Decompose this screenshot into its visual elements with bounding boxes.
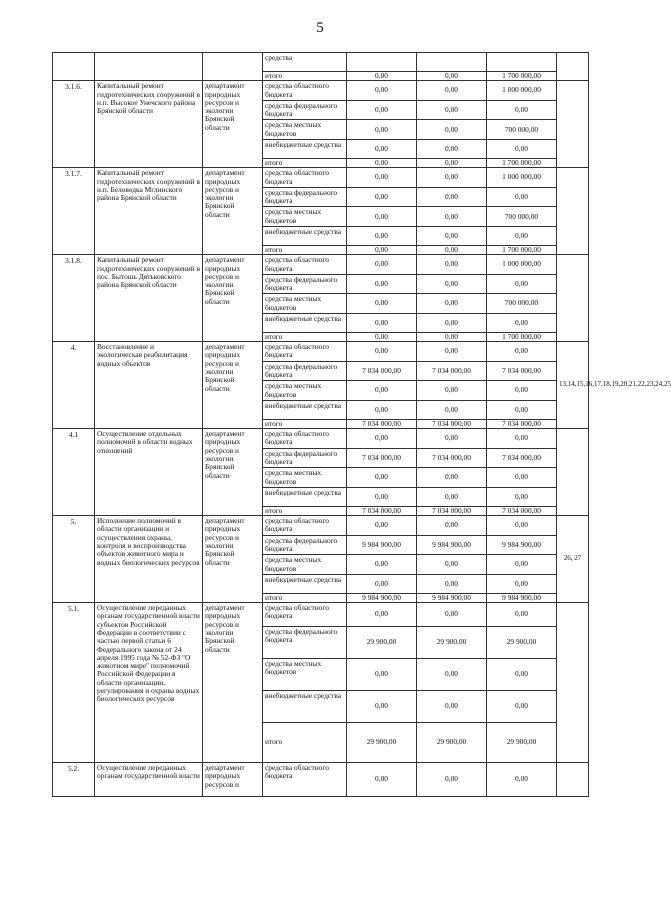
- amount-year3-cell: 0,00: [487, 100, 557, 120]
- executor-cell: департамент природных ресурсов и экологии Брянской области: [203, 429, 263, 516]
- funding-source-cell: итого: [263, 332, 347, 341]
- funding-source-cell: внебюджетные средства: [263, 487, 347, 506]
- amount-year3-cell: 0,00: [487, 400, 557, 419]
- amount-year2-cell: 0,00: [417, 81, 487, 101]
- funding-source-cell: средства местных бюджетов: [263, 207, 347, 227]
- executor-cell: департамент природных ресурсов и экологии Брянской области: [203, 342, 263, 429]
- funding-source-cell: средства областного бюджета: [263, 603, 347, 627]
- amount-year3-cell: 700 000,00: [487, 207, 557, 227]
- amount-year3-cell: 1 700 000,00: [487, 158, 557, 167]
- funding-source-cell: внебюджетные средства: [263, 226, 347, 245]
- amount-year3-cell: 0,00: [487, 763, 557, 797]
- executor-cell: [203, 53, 263, 81]
- funding-source-cell: внебюджетные средства: [263, 313, 347, 332]
- funding-source-cell: средства областного бюджета: [263, 81, 347, 101]
- amount-year3-cell: 1 700 000,00: [487, 72, 557, 81]
- measure-name-cell: Восстановление и экологическая реабилитация водных объектов: [95, 342, 203, 429]
- amount-year2-cell: 0,00: [417, 691, 487, 723]
- amount-year1-cell: 7 034 000,00: [347, 361, 417, 381]
- funding-source-cell: итого: [263, 158, 347, 167]
- amount-year2-cell: 9 984 900,00: [417, 593, 487, 602]
- amount-year2-cell: 0,00: [417, 72, 487, 81]
- amount-year3-cell: 7 034 000,00: [487, 361, 557, 381]
- indicator-codes-cell: [557, 255, 589, 342]
- measure-name-cell: Осуществление переданных органам государственной власти: [95, 763, 203, 797]
- indicator-codes-cell: 26, 27: [557, 516, 589, 603]
- amount-year3-cell: 0,00: [487, 659, 557, 691]
- measure-name-cell: Капитальный ремонт гидротехнических сооружений в н.п. Беловодка Мглинского района Брянской области: [95, 168, 203, 255]
- amount-year2-cell: 0,00: [417, 187, 487, 207]
- amount-year1-cell: 7 034 000,00: [347, 448, 417, 468]
- amount-year1-cell: 7 034 000,00: [347, 419, 417, 428]
- executor-cell: департамент природных ресурсов и экологии Брянской области: [203, 603, 263, 763]
- measure-name-cell: Капитальный ремонт гидротехнических сооружений в пос. Бытошь Дятьковского района Брянской области: [95, 255, 203, 342]
- amount-year1-cell: 9 984 900,00: [347, 535, 417, 555]
- funding-source-cell: средства областного бюджета: [263, 429, 347, 449]
- amount-year1-cell: 0,00: [347, 342, 417, 362]
- funding-source-cell: средства областного бюджета: [263, 516, 347, 536]
- amount-year1-cell: 9 984 900,00: [347, 593, 417, 602]
- amount-year3-cell: 700 000,00: [487, 120, 557, 140]
- amount-year3-cell: 1 000 000,00: [487, 255, 557, 275]
- row-number-cell: 3.1.8.: [53, 255, 95, 342]
- amount-year3-cell: 1 000 000,00: [487, 168, 557, 188]
- amount-year3-cell: 0,00: [487, 139, 557, 158]
- amount-year1-cell: 0,00: [347, 381, 417, 401]
- amount-year2-cell: 0,00: [417, 332, 487, 341]
- amount-year3-cell: 0,00: [487, 487, 557, 506]
- row-number-cell: 5.2.: [53, 763, 95, 797]
- amount-year2-cell: 7 034 000,00: [417, 419, 487, 428]
- amount-year3-cell: 0,00: [487, 187, 557, 207]
- funding-source-cell: средства федерального бюджета: [263, 100, 347, 120]
- amount-year1-cell: 0,00: [347, 72, 417, 81]
- amount-year1-cell: 29 900,00: [347, 627, 417, 659]
- table-row: [53, 763, 589, 797]
- amount-year1-cell: 0,00: [347, 516, 417, 536]
- funding-source-cell: средства: [263, 53, 347, 72]
- amount-year2-cell: 0,00: [417, 100, 487, 120]
- amount-year3-cell: [487, 53, 557, 72]
- amount-year1-cell: 0,00: [347, 332, 417, 341]
- funding-source-cell: средства федерального бюджета: [263, 361, 347, 381]
- amount-year1-cell: 0,00: [347, 187, 417, 207]
- funding-source-cell: средства федерального бюджета: [263, 535, 347, 555]
- amount-year3-cell: 0,00: [487, 516, 557, 536]
- amount-year3-cell: 0,00: [487, 313, 557, 332]
- amount-year3-cell: 7 034 000,00: [487, 419, 557, 428]
- amount-year2-cell: 0,00: [417, 574, 487, 593]
- amount-year2-cell: 0,00: [417, 226, 487, 245]
- row-number-cell: 5.1.: [53, 603, 95, 763]
- amount-year1-cell: 0,00: [347, 574, 417, 593]
- amount-year1-cell: 0,00: [347, 100, 417, 120]
- funding-source-cell: итого: [263, 419, 347, 428]
- amount-year2-cell: 7 034 000,00: [417, 506, 487, 515]
- amount-year2-cell: 0,00: [417, 555, 487, 575]
- amount-year1-cell: 29 900,00: [347, 723, 417, 763]
- funding-source-cell: внебюджетные средства: [263, 139, 347, 158]
- indicator-codes-cell: [557, 168, 589, 255]
- amount-year1-cell: 0,00: [347, 468, 417, 488]
- amount-year2-cell: 0,00: [417, 468, 487, 488]
- amount-year3-cell: 1 700 000,00: [487, 245, 557, 254]
- amount-year1-cell: 0,00: [347, 81, 417, 101]
- amount-year2-cell: 7 034 000,00: [417, 361, 487, 381]
- amount-year1-cell: 7 034 000,00: [347, 506, 417, 515]
- row-number-cell: [53, 53, 95, 81]
- table-row: [53, 81, 589, 101]
- funding-source-cell: средства местных бюджетов: [263, 381, 347, 401]
- amount-year3-cell: 0,00: [487, 555, 557, 575]
- amount-year1-cell: 0,00: [347, 294, 417, 314]
- budget-table: [52, 52, 671, 797]
- measure-name-cell: Осуществление переданных органам государственной власти субъектов Российской Федерации в соответствии с частью первой статьи 6 Федерального закона от 24 апреля 1995 года № 52-ФЗ "О животном мире" полномочий Российской Федерации в области организации, регулирования и охраны водных биологических ресурсов: [95, 603, 203, 763]
- amount-year2-cell: 0,00: [417, 158, 487, 167]
- amount-year2-cell: 0,00: [417, 429, 487, 449]
- amount-year1-cell: 0,00: [347, 139, 417, 158]
- amount-year2-cell: 0,00: [417, 139, 487, 158]
- amount-year3-cell: 7 034 000,00: [487, 448, 557, 468]
- funding-source-cell: средства областного бюджета: [263, 342, 347, 362]
- table-row: [53, 603, 589, 627]
- funding-source-cell: средства местных бюджетов: [263, 659, 347, 691]
- amount-year2-cell: 0,00: [417, 603, 487, 627]
- amount-year3-cell: 7 034 000,00: [487, 506, 557, 515]
- funding-source-cell: средства федерального бюджета: [263, 627, 347, 659]
- amount-year3-cell: 0,00: [487, 381, 557, 401]
- executor-cell: департамент природных ресурсов и экологии Брянской области: [203, 81, 263, 168]
- table-row: [53, 429, 589, 449]
- amount-year1-cell: 0,00: [347, 255, 417, 275]
- measure-name-cell: [95, 53, 203, 81]
- amount-year2-cell: 7 034 000,00: [417, 448, 487, 468]
- funding-source-cell: средства областного бюджета: [263, 763, 347, 797]
- amount-year1-cell: 0,00: [347, 659, 417, 691]
- amount-year2-cell: 0,00: [417, 659, 487, 691]
- amount-year3-cell: 0,00: [487, 274, 557, 294]
- funding-source-cell: средства местных бюджетов: [263, 468, 347, 488]
- amount-year3-cell: 1 000 000,00: [487, 81, 557, 101]
- amount-year2-cell: 0,00: [417, 294, 487, 314]
- table-row: [53, 342, 589, 362]
- amount-year3-cell: 0,00: [487, 468, 557, 488]
- amount-year3-cell: 9 984 900,00: [487, 593, 557, 602]
- funding-source-cell: средства местных бюджетов: [263, 555, 347, 575]
- row-number-cell: 5.: [53, 516, 95, 603]
- amount-year1-cell: 0,00: [347, 400, 417, 419]
- funding-source-cell: итого: [263, 593, 347, 602]
- funding-source-cell: итого: [263, 72, 347, 81]
- indicator-codes-cell: [557, 81, 589, 168]
- amount-year1-cell: 0,00: [347, 603, 417, 627]
- amount-year2-cell: 0,00: [417, 274, 487, 294]
- amount-year3-cell: 0,00: [487, 603, 557, 627]
- executor-cell: департамент природных ресурсов и экологии Брянской области: [203, 255, 263, 342]
- amount-year2-cell: 0,00: [417, 168, 487, 188]
- page-number: 5: [316, 20, 324, 36]
- funding-source-cell: внебюджетные средства: [263, 400, 347, 419]
- amount-year2-cell: 0,00: [417, 487, 487, 506]
- executor-cell: департамент природных ресурсов и: [203, 763, 263, 797]
- amount-year1-cell: 0,00: [347, 226, 417, 245]
- amount-year1-cell: 0,00: [347, 158, 417, 167]
- funding-source-cell: средства областного бюджета: [263, 168, 347, 188]
- amount-year3-cell: 1 700 000,00: [487, 332, 557, 341]
- amount-year1-cell: 0,00: [347, 207, 417, 227]
- row-number-cell: 4.1: [53, 429, 95, 516]
- funding-source-cell: средства местных бюджетов: [263, 294, 347, 314]
- indicator-codes-cell: 13,14,15,16,17,18,19,20,21,22,23,24,25: [557, 342, 589, 429]
- table-row: [53, 53, 589, 72]
- amount-year1-cell: 0,00: [347, 274, 417, 294]
- executor-cell: департамент природных ресурсов и экологии Брянской области: [203, 168, 263, 255]
- amount-year1-cell: 0,00: [347, 120, 417, 140]
- funding-source-cell: средства федерального бюджета: [263, 448, 347, 468]
- measure-name-cell: Исполнение полномочий в области организации и осуществления охраны, контроля и воспроизводства объектов животного мира и водных биологических ресурсов: [95, 516, 203, 603]
- amount-year2-cell: 0,00: [417, 763, 487, 797]
- amount-year2-cell: 0,00: [417, 207, 487, 227]
- amount-year1-cell: 0,00: [347, 168, 417, 188]
- table-row: [53, 168, 589, 188]
- amount-year3-cell: 9 984 900,00: [487, 535, 557, 555]
- amount-year3-cell: 0,00: [487, 342, 557, 362]
- funding-source-cell: средства областного бюджета: [263, 255, 347, 275]
- executor-cell: департамент природных ресурсов и экологии Брянской области: [203, 516, 263, 603]
- row-number-cell: 3.1.6.: [53, 81, 95, 168]
- funding-source-cell: итого: [263, 245, 347, 254]
- amount-year2-cell: 0,00: [417, 245, 487, 254]
- amount-year2-cell: 0,00: [417, 342, 487, 362]
- table-body: [53, 53, 671, 797]
- amount-year3-cell: 29 900,00: [487, 627, 557, 659]
- funding-source-cell: средства местных бюджетов: [263, 120, 347, 140]
- indicator-codes-cell: [557, 763, 589, 797]
- amount-year1-cell: 0,00: [347, 245, 417, 254]
- measure-name-cell: Осуществление отдельных полномочий в области водных отношений: [95, 429, 203, 516]
- amount-year2-cell: 0,00: [417, 120, 487, 140]
- amount-year1-cell: 0,00: [347, 691, 417, 723]
- measure-name-cell: Капитальный ремонт гидротехнических сооружений в н.п. Высокое Унечского района Брянской области: [95, 81, 203, 168]
- funding-source-cell: внебюджетные средства: [263, 691, 347, 723]
- table-row: [53, 255, 589, 275]
- table-row: [53, 516, 589, 536]
- funding-source-cell: итого: [263, 506, 347, 515]
- amount-year3-cell: 0,00: [487, 691, 557, 723]
- amount-year2-cell: [417, 53, 487, 72]
- amount-year3-cell: 0,00: [487, 574, 557, 593]
- amount-year3-cell: 700 000,00: [487, 294, 557, 314]
- amount-year2-cell: 0,00: [417, 400, 487, 419]
- amount-year3-cell: 0,00: [487, 226, 557, 245]
- funding-source-cell: внебюджетные средства: [263, 574, 347, 593]
- amount-year1-cell: 0,00: [347, 487, 417, 506]
- amount-year2-cell: 0,00: [417, 516, 487, 536]
- row-number-cell: 4.: [53, 342, 95, 429]
- amount-year1-cell: [347, 53, 417, 72]
- indicator-codes-cell: [557, 603, 589, 763]
- funding-source-cell: итого: [263, 723, 347, 763]
- amount-year1-cell: 0,00: [347, 429, 417, 449]
- amount-year1-cell: 0,00: [347, 555, 417, 575]
- indicator-codes-cell: [557, 53, 589, 81]
- amount-year2-cell: 0,00: [417, 313, 487, 332]
- amount-year2-cell: 0,00: [417, 381, 487, 401]
- amount-year2-cell: 29 900,00: [417, 627, 487, 659]
- row-number-cell: 3.1.7.: [53, 168, 95, 255]
- funding-source-cell: средства федерального бюджета: [263, 187, 347, 207]
- amount-year1-cell: 0,00: [347, 763, 417, 797]
- indicator-codes-cell: [557, 429, 589, 516]
- funding-source-cell: средства федерального бюджета: [263, 274, 347, 294]
- amount-year3-cell: 29 900,00: [487, 723, 557, 763]
- amount-year1-cell: 0,00: [347, 313, 417, 332]
- amount-year2-cell: 29 900,00: [417, 723, 487, 763]
- amount-year2-cell: 9 984 900,00: [417, 535, 487, 555]
- amount-year2-cell: 0,00: [417, 255, 487, 275]
- amount-year3-cell: 0,00: [487, 429, 557, 449]
